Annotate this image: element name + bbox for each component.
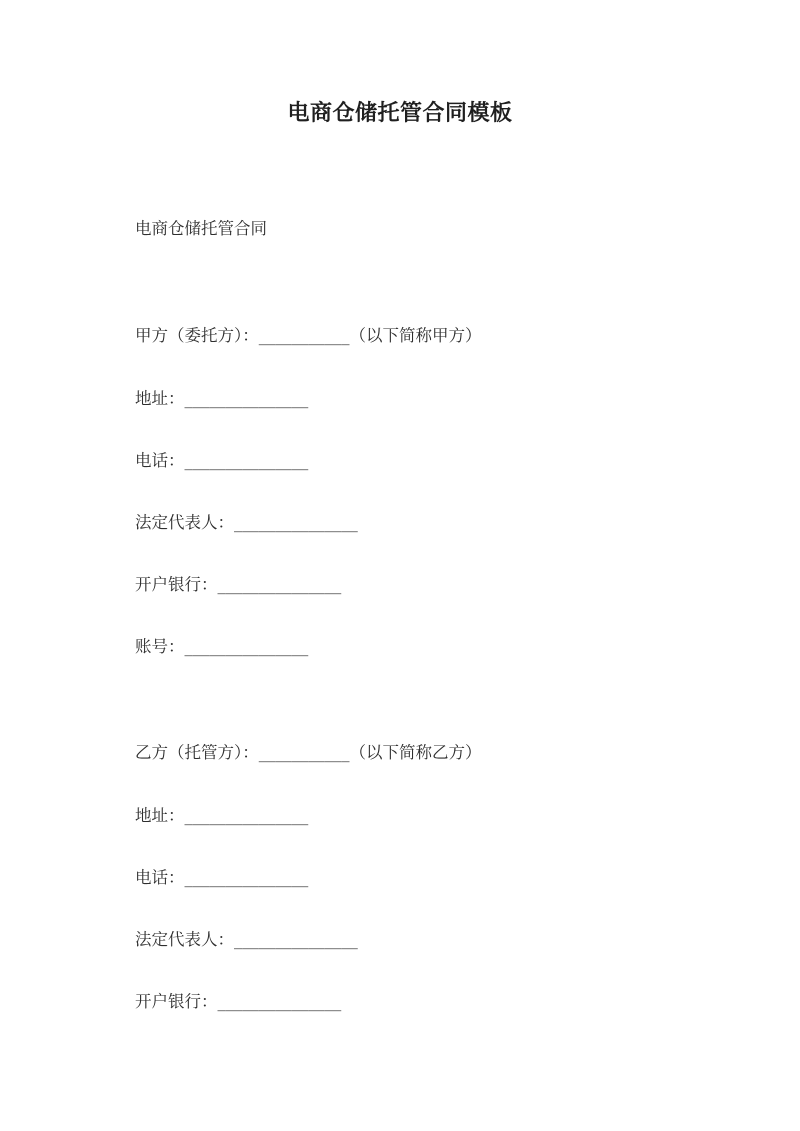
party-b-bank-field: 开户银行：_______________ [135, 992, 342, 1011]
party-a-phone-field: 电话：_______________ [135, 451, 309, 470]
party-b-heading: 乙方（托管方）：___________（以下简称乙方） [135, 743, 482, 762]
party-b-legal-rep-field: 法定代表人：_______________ [135, 930, 358, 949]
contract-name: 电商仓储托管合同 [135, 219, 267, 238]
party-a-legal-rep-field: 法定代表人：_______________ [135, 513, 358, 532]
party-a-address-field: 地址：_______________ [135, 389, 309, 408]
party-b-phone-field: 电话：_______________ [135, 868, 309, 887]
party-a-account-field: 账号：_______________ [135, 637, 309, 656]
party-b-address-field: 地址：_______________ [135, 806, 309, 825]
party-a-bank-field: 开户银行：_______________ [135, 575, 342, 594]
document-title: 电商仓储托管合同模板 [287, 100, 513, 126]
party-a-heading: 甲方（委托方）：___________（以下简称甲方） [135, 326, 482, 345]
